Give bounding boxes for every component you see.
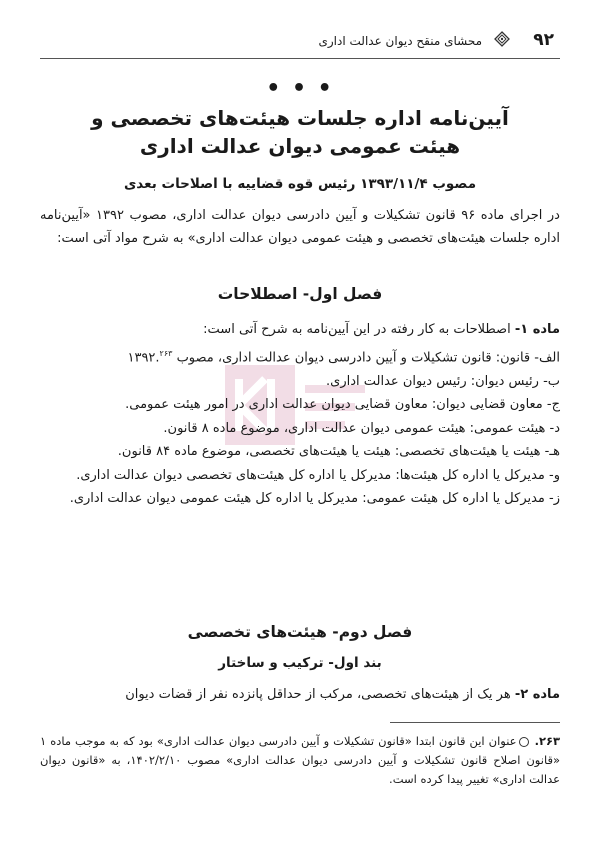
definition-dal: د- هیئت عمومی: هیئت عمومی دیوان عدالت اداری، موضوع ماده ۸ قانون. xyxy=(163,420,560,436)
footnote-marker-icon xyxy=(519,737,529,747)
page-number: ۹۲ xyxy=(533,30,554,50)
footnote-number: ۲۶۳. xyxy=(534,734,560,748)
article-1-label: ماده ۱- xyxy=(514,322,560,337)
document-subtitle: مصوب ۱۳۹۳/۱۱/۴ رئیس قوه قضاییه با اصلاحات بعدی xyxy=(123,176,477,192)
footnote-rule xyxy=(390,722,560,723)
intro-paragraph: در اجرای ماده ۹۶ قانون تشکیلات و آیین دادرسی دیوان عدالت اداری، مصوب ۱۳۹۲ «آیین‌نامه اداره جلسات هیئت‌های تخصصی و هیئت عمومی دیوان عدالت اداری» به شرح مواد آتی است: xyxy=(40,208,560,246)
definition-alef xyxy=(40,342,560,370)
chapter-2-heading: فصل دوم- هیئت‌های تخصصی xyxy=(187,623,413,641)
section-separator: • • • xyxy=(266,76,334,101)
definition-be: ب- رئیس دیوان: رئیس دیوان عدالت اداری. xyxy=(326,373,560,389)
definition-alef-text: الف- قانون: قانون تشکیلات و آیین دادرسی دیوان عدالت اداری، مصوب ۱۳۹۲. xyxy=(127,349,560,365)
article-2-text: هر یک از هیئت‌های تخصصی، مرکب از حداقل پانزده نفر از قضات دیوان xyxy=(125,687,515,702)
article-1-text: اصطلاحات به کار رفته در این آیین‌نامه به شرح آتی است: xyxy=(203,322,515,337)
definition-ze: ز- مدیرکل یا اداره کل هیئت عمومی: مدیرکل یا اداره کل هیئت عمومی دیوان عدالت اداری. xyxy=(69,491,560,507)
section-1-heading: بند اول- ترکیب و ساختار xyxy=(218,655,382,671)
definition-jim: ج- معاون قضایی دیوان: معاون قضایی دیوان عدالت اداری در امور هیئت عمومی. xyxy=(125,397,560,413)
ornament-diamond-icon xyxy=(494,31,510,47)
title-line-2: هیئت عمومی دیوان عدالت اداری xyxy=(139,134,461,158)
document-title xyxy=(40,104,560,160)
running-header xyxy=(40,24,560,58)
definition-he: هـ- هیئت یا هیئت‌های تخصصی: هیئت یا هیئت‌های تخصصی، موضوع ماده ۸۴ قانون. xyxy=(117,444,560,460)
definition-vav: و- مدیرکل یا اداره کل هیئت‌ها: مدیرکل یا اداره کل هیئت‌های تخصصی دیوان عدالت اداری. xyxy=(76,467,560,483)
footnote xyxy=(40,732,560,789)
running-title: محشای منقح دیوان عدالت اداری xyxy=(318,34,482,48)
footnote-ref: ۲۶۳ xyxy=(159,348,173,358)
header-rule xyxy=(40,58,560,59)
title-line-1: آیین‌نامه اداره جلسات هیئت‌های تخصصی و xyxy=(91,106,509,130)
definitions-block xyxy=(40,318,560,511)
article-1 xyxy=(40,318,560,342)
footnote-text: عنوان این قانون ابتدا «قانون تشکیلات و آیین دادرسی دیوان عدالت اداری» بود که به موجب ماده ۱ «قانون اصلاح قانون تشکیلات و آیین دادرسی دیوان عدالت اداری» مصوب ۱۴۰۲/۲/۱۰، به «قانون دیوان عدالت اداری» تغییر پیدا کرده است. xyxy=(40,734,560,786)
article-2-label: ماده ۲- xyxy=(514,687,560,702)
article-2 xyxy=(40,683,560,706)
chapter-1-heading: فصل اول- اصطلاحات xyxy=(217,285,383,303)
